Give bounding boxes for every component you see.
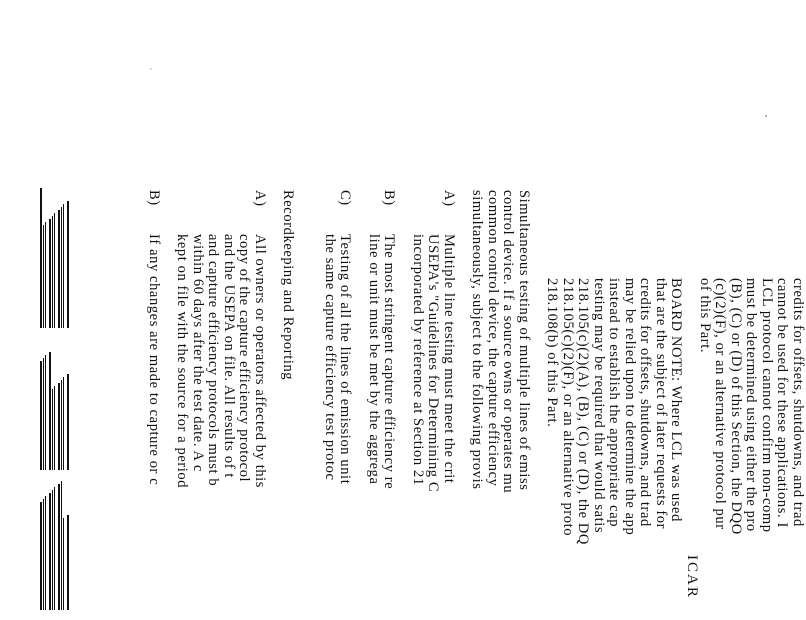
list-item <box>322 190 353 620</box>
text-line: control device. If a source owns or operates mu <box>500 190 517 494</box>
barcode-bar <box>58 484 60 610</box>
text-line: Simultaneous testing of multiple lines of emiss <box>516 190 532 491</box>
text-line: 218.105(c)(2)(F), or an alternative proto <box>560 278 576 537</box>
barcode-bar <box>58 383 60 470</box>
text-line: USEPA's "Guidelines for Determining C <box>425 234 442 493</box>
list-item-label <box>174 190 190 234</box>
text-line: must be determined using either the pro <box>743 278 760 532</box>
text-line: and the USEPA on file. All results of t <box>221 234 237 478</box>
barcode-bar <box>45 496 46 610</box>
barcode-bar <box>52 490 53 610</box>
barcode-bar <box>61 481 62 610</box>
list-item-label: C) <box>337 190 354 206</box>
list-item-label <box>322 190 338 234</box>
text-line: The most stringent capture efficiency re <box>381 234 398 490</box>
continuation-paragraph <box>697 190 806 620</box>
list-item-label <box>190 190 206 234</box>
barcode-bar <box>54 213 55 328</box>
barcode-bar <box>43 358 44 470</box>
barcode-bar <box>63 377 64 470</box>
scan-speck <box>765 115 767 117</box>
list-item <box>174 190 267 620</box>
text-line: cannot be used for these applications. I <box>774 278 791 528</box>
list-item <box>366 190 397 620</box>
barcode-bar <box>54 487 55 610</box>
text-line: may be relied upon to determine the app <box>622 278 638 536</box>
barcode-bar <box>61 380 62 470</box>
text-line: credits for offsets, shutdowns, and trad <box>637 278 654 527</box>
board-note <box>544 190 684 620</box>
barcode-bar <box>52 216 53 328</box>
text-line: that are the subject of later requests for <box>653 278 669 530</box>
list-item-label <box>366 190 382 234</box>
barcode-bar <box>40 502 42 610</box>
text-line: simultaneously, subject to the following provis <box>469 190 486 490</box>
barcode-bar <box>52 389 53 470</box>
recordkeeping-heading: Recordkeeping and Reporting <box>280 190 297 381</box>
text-line: kept on file with the source for a period <box>174 234 191 489</box>
barcode-bar <box>49 219 51 328</box>
text-line: and capture efficiency protocols must b <box>205 234 222 487</box>
text-line: line or unit must be met by the aggrega <box>366 234 382 485</box>
text-line: LCL protocol cannot confirm non-comp <box>759 278 775 533</box>
list-item-label <box>236 190 252 234</box>
text-line: credits for offsets, shutdowns, and trad <box>790 278 806 527</box>
list-item <box>146 190 162 620</box>
text-line: Multiple line testing must meet the crit <box>441 234 457 484</box>
barcode-bar <box>61 207 62 328</box>
text-line: the same capture efficiency test protoc <box>322 234 338 481</box>
list-item-label: A) <box>252 190 268 207</box>
text-line: 218.105(c)(2)(A), (B), (C) or (D), the DQ <box>575 278 592 546</box>
barcode-bar <box>43 225 44 328</box>
barcode-bar <box>67 201 69 328</box>
recordkeeping-list <box>146 190 268 620</box>
list-item-label <box>221 190 237 234</box>
list-item-label <box>425 190 441 234</box>
list-item-label: A) <box>441 190 457 207</box>
text-line: testing may be required that would satis <box>591 278 607 534</box>
text-line: (B), (C) or (D) of this Section, the DQO <box>728 278 744 535</box>
list-item <box>410 190 457 620</box>
barcode-bar <box>58 210 60 328</box>
text-line: Testing of all the lines of emission unit <box>337 234 354 485</box>
barcode-bar <box>45 222 46 328</box>
barcode-bar <box>67 515 69 610</box>
barcode-bar <box>43 499 44 610</box>
barcode-bar <box>40 361 42 470</box>
barcode-bar <box>49 352 51 470</box>
text-line: 218.108(b) of this Part. <box>544 278 561 428</box>
document-page <box>133 190 806 620</box>
page-header: ICAR <box>684 555 700 599</box>
text-line: instead to establish the appropriate cap <box>606 278 623 528</box>
list-item-label <box>205 190 221 234</box>
text-line: If any changes are made to capture or c <box>146 234 162 486</box>
text-line: common control device, the capture efficiency <box>485 190 501 487</box>
barcode-bar <box>63 204 64 328</box>
text-line: BOARD NOTE: Where LCL was used <box>668 278 685 522</box>
barcode-bar <box>54 386 55 470</box>
barcode-bar <box>63 518 64 610</box>
list-item-label <box>410 190 426 234</box>
text-line: All owners or operators affected by this <box>252 234 268 489</box>
scan-speck <box>150 68 152 70</box>
text-line: of this Part. <box>697 278 713 354</box>
text-line: (c)(2)(F), or an alternative protocol pur <box>712 278 729 530</box>
barcode-bar <box>40 188 42 328</box>
list-item-label: B) <box>381 190 398 206</box>
barcode-bar <box>67 374 69 470</box>
list-item-label: B) <box>146 190 162 206</box>
simultaneous-testing-paragraph <box>469 190 531 620</box>
text-line: copy of the capture efficiency protocol <box>236 234 253 483</box>
barcode-bar <box>49 493 51 610</box>
barcode <box>40 180 70 620</box>
text-line: within 60 days after the test date. A c <box>190 234 206 473</box>
testing-provisions-list <box>322 190 457 620</box>
text-line: incorporated by reference at Section 21 <box>410 234 426 486</box>
barcode-bar <box>45 355 46 470</box>
